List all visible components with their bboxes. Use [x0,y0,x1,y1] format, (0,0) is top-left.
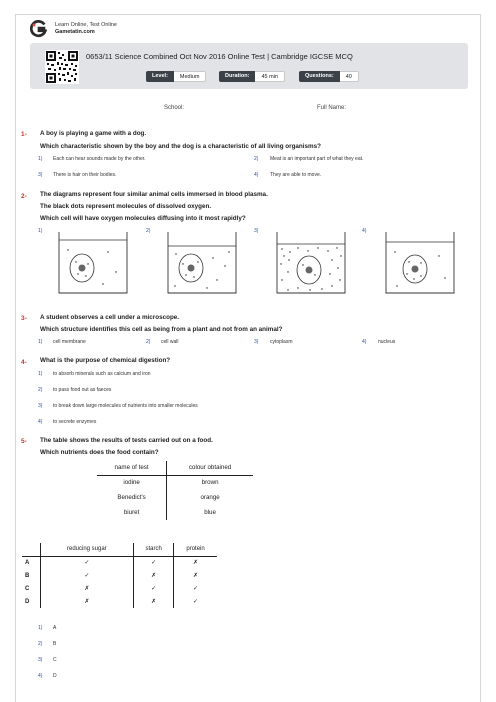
question-number: 1- [21,131,27,138]
option-number[interactable]: 4) [362,228,367,234]
question-text: Which cell will have oxygen molecules diffusing into it most rapidly? [40,215,246,222]
level-label: Level: [146,71,174,82]
question-text: The diagrams represent four similar animal cells immersed in blood plasma. [40,191,268,198]
option-number[interactable]: 2) [254,156,259,162]
option-number[interactable]: 3) [38,172,43,178]
option-text[interactable]: They are able to move. [270,172,322,178]
duration-badge [219,71,285,82]
question-text: Which characteristic shown by the boy and the dog is a characteristic of all living organisms? [40,143,321,150]
table-header: reducing sugar [40,543,134,556]
option-number[interactable]: 1) [38,156,43,162]
question-number: 2- [21,193,27,200]
option-text[interactable]: There is hair on their bodies. [53,172,117,178]
table-cell: ✓ [193,586,199,592]
answer-key-table [22,543,217,608]
option-number[interactable]: 1) [38,339,43,345]
option-number[interactable]: 3) [38,657,43,663]
table-cell: ✗ [193,573,199,579]
test-title: 0653/11 Science Combined Oct Nov 2016 Online Test | Cambridge IGCSE MCQ [86,52,353,61]
row-label: C [22,582,40,595]
row-label: D [22,595,40,608]
table-cell: blue [204,509,216,516]
table-cell: ✓ [193,599,199,605]
full-name-field[interactable]: Full Name: [317,105,347,111]
table-row [97,490,253,505]
question-text: Which structure identifies this cell as being from a plant and not from an animal? [40,326,283,333]
school-field[interactable]: School: [164,105,185,111]
table-cell: ✓ [40,569,134,582]
option-text[interactable]: B [53,641,57,647]
table-cell: ✓ [134,556,174,569]
table-cell: ✗ [134,569,174,582]
qr-code-icon [45,50,79,84]
table-cell: ✗ [193,560,199,567]
table-header: name of test [97,461,167,475]
option-text[interactable]: nucleus [378,339,396,345]
option-text[interactable]: C [53,657,57,663]
option-text[interactable]: Meat is an important part of what they eat. [270,156,364,162]
option-number[interactable]: 3) [38,403,43,409]
table-cell: iodine [97,475,167,490]
option-text[interactable]: cytoplasm [270,339,293,345]
question-text: What is the purpose of chemical digestion? [40,357,171,364]
option-number[interactable]: 4) [38,673,43,679]
option-number[interactable]: 1) [38,625,43,631]
test-header [30,43,468,89]
question-text: The black dots represent molecules of dissolved oxygen. [40,203,212,210]
table-row [97,475,253,490]
question-number: 4- [21,359,27,366]
cell-beaker-diagram[interactable] [167,232,237,294]
table-cell: ✓ [40,556,134,569]
table-row [22,569,217,582]
level-value: Medium [174,71,207,82]
option-text[interactable]: to absorb minerals such as calcium and iron [53,371,151,377]
table-cell: ✓ [134,582,174,595]
option-number[interactable]: 2) [38,387,43,393]
option-text[interactable]: A [53,625,57,631]
option-number[interactable]: 1) [38,228,43,234]
table-cell: ✗ [134,595,174,608]
option-number[interactable]: 4) [254,172,259,178]
option-number[interactable]: 1) [38,371,43,377]
table-cell: Benedict's [97,490,167,505]
brand[interactable] [30,20,117,38]
questions-value: 40 [340,71,359,82]
option-text[interactable]: D [53,673,57,679]
option-number[interactable]: 4) [38,419,43,425]
cell-beaker-diagram[interactable] [58,232,128,294]
test-results-table [97,461,253,520]
question-text: Which nutrients does the food contain? [40,449,159,456]
option-number[interactable]: 3) [254,228,259,234]
option-number[interactable]: 3) [254,339,259,345]
table-cell: ✗ [40,582,134,595]
option-text[interactable]: to pass food out as faeces [53,387,112,393]
table-row [22,556,217,569]
table-header: starch [134,543,174,556]
cell-beaker-diagram[interactable] [385,232,455,294]
duration-label: Duration: [219,71,255,82]
table-cell: orange [200,494,220,501]
table-cell: brown [201,479,219,487]
option-text[interactable]: to secrete enzymes [53,419,97,425]
table-header [22,543,40,556]
table-row [97,505,253,520]
table-header: protein [174,543,217,556]
table-row [22,582,217,595]
brand-site[interactable]: Gametatin.com [55,29,95,35]
brand-tagline: Learn Online, Test Online [55,22,117,28]
row-label: A [22,556,40,569]
gametatin-logo-icon [30,20,48,38]
question-text: A student observes a cell under a microscope. [40,314,180,321]
questions-label: Questions: [299,71,340,82]
option-text[interactable]: cell wall [161,339,179,345]
question-number: 3- [21,315,27,322]
question-text: A boy is playing a game with a dog. [40,130,147,137]
duration-value: 45 min [255,71,285,82]
row-label: B [22,569,40,582]
question-text: The table shows the results of tests carried out on a food. [40,437,213,444]
table-row [22,595,217,608]
question-number: 5- [21,438,27,445]
option-number[interactable]: 4) [362,339,367,345]
option-number[interactable]: 2) [38,641,43,647]
table-cell: ✗ [40,595,134,608]
option-text[interactable]: cell membrane [53,339,86,345]
level-badge [146,71,206,82]
questions-badge [299,71,359,82]
table-header: colour obtained [167,461,253,475]
cell-beaker-diagram[interactable] [276,232,346,294]
option-text[interactable]: to break down large molecules of nutrients into smaller molecules [53,403,198,409]
option-number[interactable]: 2) [146,228,151,234]
table-cell: biuret [97,505,167,520]
option-number[interactable]: 2) [146,339,151,345]
option-text[interactable]: Each can hear sounds made by the other. [53,156,146,162]
